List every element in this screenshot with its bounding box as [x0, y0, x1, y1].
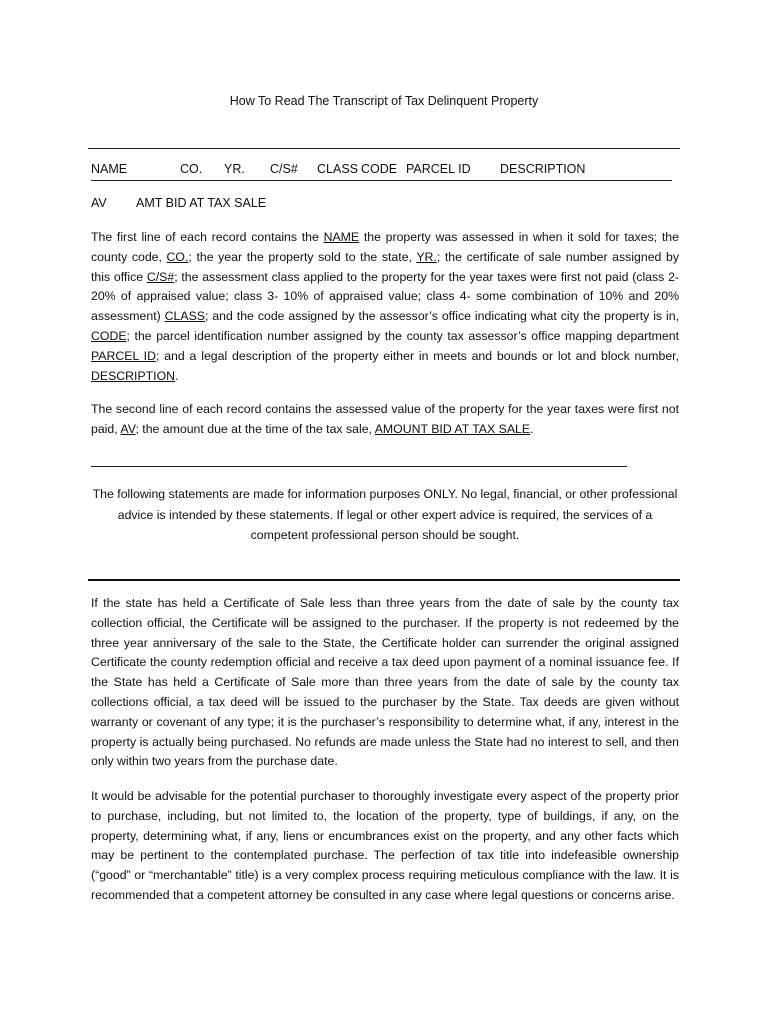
column-co: CO.: [180, 162, 203, 176]
purchaser-advice-paragraph: It would be advisable for the potential purchaser to thoroughly investigate every aspect of the property prior to purchase, including, but not limited to, the location of the property, type of buildings, if any, on the property, determining what, if any, liens or encumbrances exist on the property, and any other facts which may be pertinent to the contemplated purchase. The perfection of tax title into indefeasible ownership (“good” or “merchantable” title) is a very complex process requiring meticulous compliance with the law. It is recommended that a competent attorney be consulted in any case where legal questions or concerns arise.: [91, 789, 679, 902]
term-name: NAME: [323, 230, 360, 244]
text-segment: ; the amount due at the time of the tax sale,: [135, 421, 375, 436]
text-segment: ; and a legal description of the property either in meets and bounds or lot and block number,: [155, 348, 679, 363]
term-class: CLASS: [164, 309, 205, 324]
term-yr: YR.: [416, 249, 437, 264]
column-header-row: [91, 162, 672, 181]
text-segment: ; the assessment class applied to the property for the year taxes were first not paid (class 2- 20% of appraised value; class 3- 10% of appraised value; class 4- some combination of 10% and 20% assessment): [91, 269, 680, 324]
thick-divider: [88, 579, 680, 581]
term-parcel-id: PARCEL ID: [91, 348, 156, 363]
text-segment: ; the parcel identification number assigned by the county tax assessor’s office mapping department: [126, 328, 679, 343]
column-class: CLASS: [317, 162, 358, 176]
term-cs: C/S#: [146, 269, 175, 284]
column-cs: C/S#: [270, 162, 298, 176]
text-segment: ; the year the property sold to the state,: [188, 249, 417, 264]
top-divider: [88, 148, 680, 149]
text-segment: .: [175, 368, 179, 383]
term-amount-bid: AMOUNT BID AT TAX SALE: [374, 421, 531, 436]
first-line-explanation: [91, 228, 679, 386]
text-segment: ; the certificate of sale number assigned by this office: [91, 249, 679, 284]
term-description: DESCRIPTION: [91, 368, 176, 383]
text-segment: the property was assessed in when it sold for taxes; the county code,: [91, 230, 679, 264]
text-segment: .: [530, 421, 534, 436]
column-code: CODE: [361, 162, 398, 176]
legend-amt: AMT BID AT TAX SALE: [136, 196, 267, 210]
certificate-of-sale-paragraph: If the state has held a Certificate of Sale less than three years from the date of sale by the county tax collection official, the Certificate will be assigned to the purchaser. If the property is not redeemed by the three year anniversary of the sale to the State, the Certificate holder can surrender the original assigned Certificate the county redemption official and receive a tax deed upon payment of a nominal issuance fee. If the State has held a Certificate of Sale more than three years from the date of sale by the county tax collections official, a tax deed will be issued to the purchaser by the State. Tax deeds are given without warranty or covenant of any type; it is the purchaser’s responsibility to determine what, if any, interest in the property is actually being purchased. No refunds are made unless the State had no interest to sell, and then only within two years from the purchase date.: [91, 596, 679, 769]
text-segment: ; and the code assigned by the assessor’s office indicating what city the property is in,: [204, 309, 680, 324]
disclaimer-notice: The following statements are made for information purposes ONLY. No legal, financial, or other professional advice is intended by these statements. If legal or other expert advice is required, the services of a competent professional person should be sought.: [92, 487, 678, 542]
section-divider: [91, 466, 627, 467]
second-line-explanation: [91, 400, 679, 440]
legend-av: AV: [91, 196, 107, 210]
column-yr: YR.: [224, 162, 245, 176]
text-segment: The first line of each record contains the: [91, 230, 324, 244]
page-title: How To Read The Transcript of Tax Delinquent Property: [229, 94, 539, 108]
column-description: DESCRIPTION: [500, 162, 586, 176]
term-co: CO.: [166, 249, 189, 264]
text-segment: The second line of each record contains the assessed value of the property for the year taxes were first not paid,: [91, 402, 679, 436]
column-name: NAME: [91, 162, 128, 176]
column-parcel-id: PARCEL ID: [406, 162, 471, 176]
term-av: AV: [120, 421, 136, 436]
term-code: CODE: [91, 328, 127, 343]
